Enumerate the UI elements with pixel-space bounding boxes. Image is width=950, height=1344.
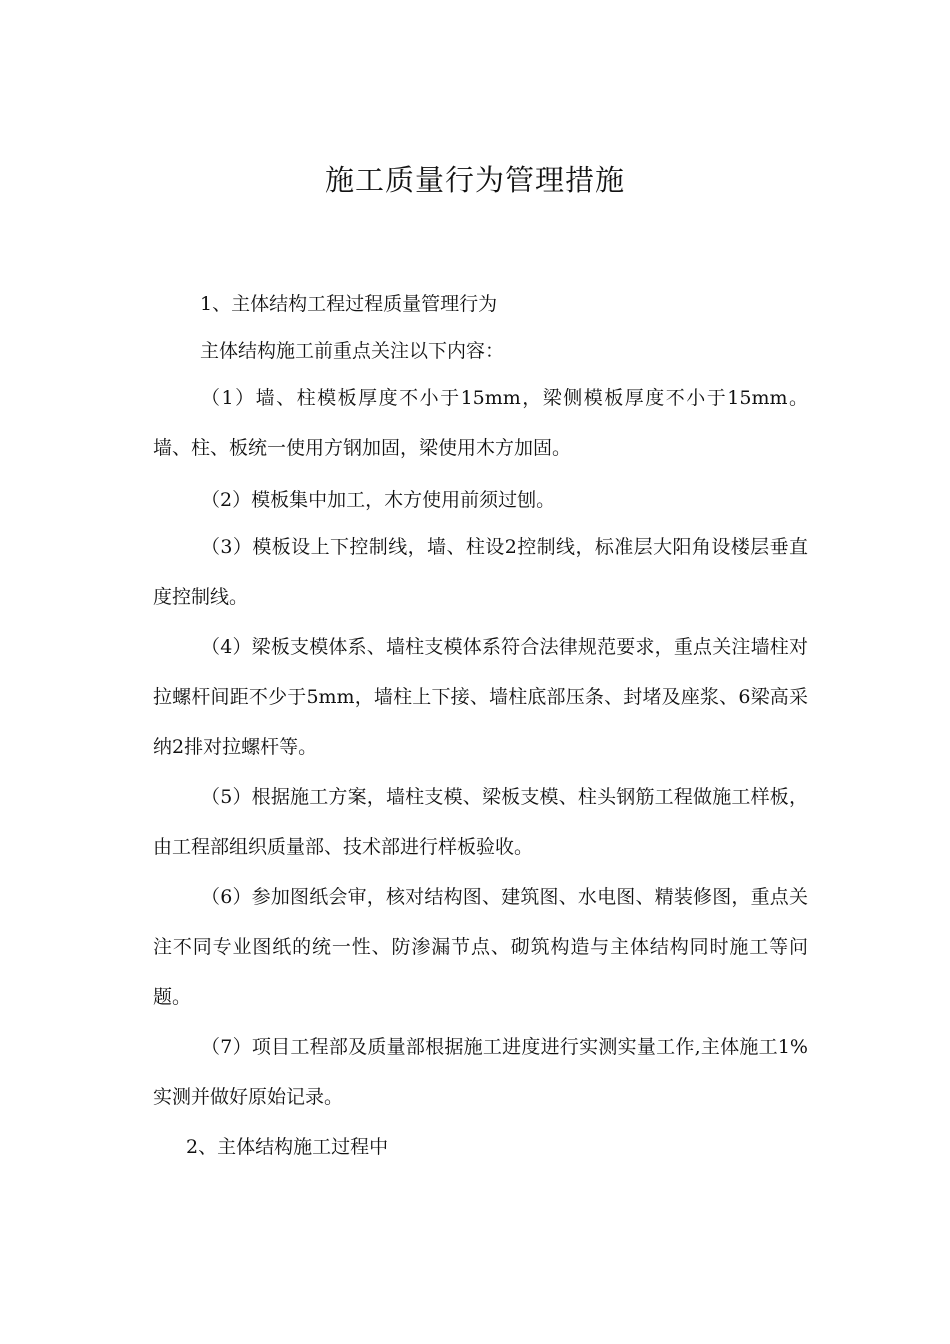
section-heading-2: 2、主体结构施工过程中 xyxy=(186,1136,389,1158)
list-item-7: （7）项目工程部及质量部根据施工进度进行实测实量工作,主体施工1%实测并做好原始记录。 xyxy=(153,1036,808,1108)
document-title: 施工质量行为管理措施 xyxy=(324,163,625,197)
list-item-5: （5）根据施工方案，墙柱支模、梁板支模、柱头钢筋工程做施工样板，由工程部组织质量部、技术部进行样板验收。 xyxy=(153,786,808,858)
list-item-6: （6）参加图纸会审，核对结构图、建筑图、水电图、精装修图，重点关注不同专业图纸的统一性、防渗漏节点、砌筑构造与主体结构同时施工等问题。 xyxy=(153,886,808,1008)
intro-paragraph: 主体结构施工前重点关注以下内容： xyxy=(200,340,505,362)
list-item-3: （3）模板设上下控制线，墙、柱设2控制线，标准层大阳角设楼层垂直度控制线。 xyxy=(153,536,808,608)
list-item-2: （2）模板集中加工，木方使用前须过刨。 xyxy=(201,489,556,511)
list-item-1: （1）墙、柱模板厚度不小于15mm，梁侧模板厚度不小于15mm。墙、柱、板统一使用方钢加固，梁使用木方加固。 xyxy=(153,387,808,459)
list-item-4: （4）梁板支模体系、墙柱支模体系符合法律规范要求，重点关注墙柱对拉螺杆间距不少于5mm，墙柱上下接、墙柱底部压条、封堵及座浆、6梁高采纳2排对拉螺杆等。 xyxy=(153,636,808,758)
section-heading-1: 1、主体结构工程过程质量管理行为 xyxy=(200,293,498,315)
